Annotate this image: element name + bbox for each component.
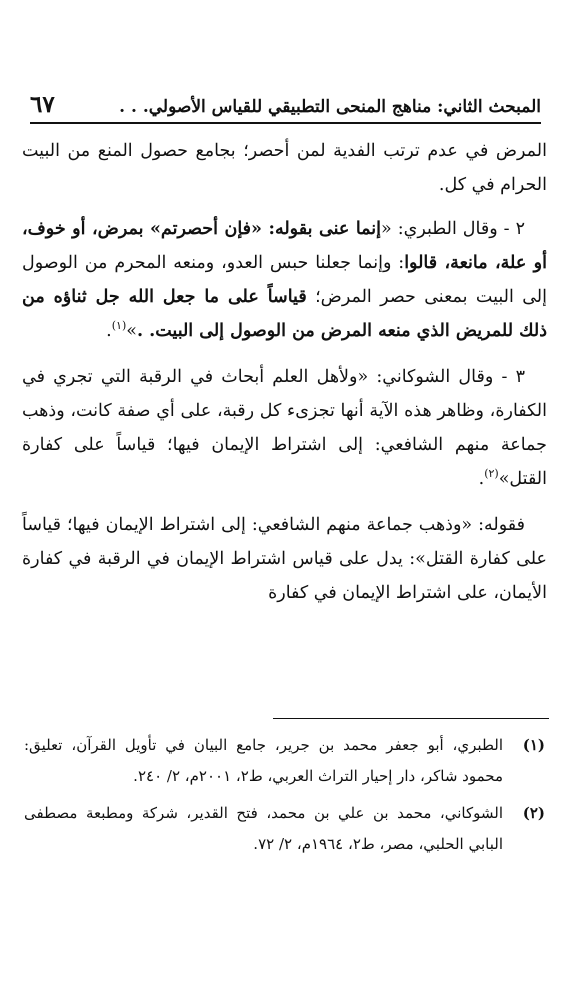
paragraph-2-prefix: ٢ - وقال الطبري: « [381,219,525,239]
footnote-1 [24,730,547,792]
paragraph-2-quote-bold-2: قياساً على ما جعل الله جل ثناؤه من ذلك للمريض الذي منعه المرض من الوصول إلى البيت. . [22,287,547,341]
paragraph-3-end: . [478,469,485,489]
paragraph-3 [22,360,547,496]
running-title: المبحث الثاني: مناهج المنحى التطبيقي للقياس الأصولي. . . [119,97,541,117]
page-header [30,86,541,124]
footnote-2 [24,798,547,860]
footnote-separator [273,718,549,719]
footnote-2-number: (٢) [522,804,545,822]
paragraph-2-end: . [106,321,112,341]
main-text [22,134,547,622]
footnotes [24,730,547,866]
paragraph-3-quote: ولأهل العلم أبحاث في الرقبة التي تجري في الكفارة، وظاهر هذه الآية أنها تجزىء كل رقبة، على أي صفة كانت، وذهب جماعة منهم الشافعي: إلى اشتراط الإيمان فيها؛ قياساً على كفارة القتل» [22,367,547,489]
paragraph-4: فقوله: «وذهب جماعة منهم الشافعي: إلى اشتراط الإيمان فيها؛ قياساً على كفارة القتل»: يدل على قياس اشتراط الإيمان في الرقبة في كفارة الأيمان، على اشتراط الإيمان في كفارة [22,515,547,603]
page-number: ٦٧ [30,91,55,118]
footnote-1-number: (١) [522,736,545,754]
paragraph-2-quote-mid: : وإنما جعلنا حبس العدو، ومنعه المحرم من الوصول إلى البيت بمعنى حصر المرض؛ [22,253,548,307]
paragraph-2 [22,212,547,348]
paragraph-2-quote-close: » [126,321,137,341]
footnote-ref-2[interactable]: (٢) [484,467,499,481]
paragraph-3-prefix: ٣ - وقال الشوكاني: « [357,367,525,387]
paragraph-2-quote-bold-1: إنما عنى بقوله: «فإن أحصرتم» بمرض، أو خوف، أو علة، مانعة، قالوا [22,219,547,273]
footnote-2-text: الشوكاني، محمد بن علي بن محمد، فتح القدير، شركة ومطبعة مصطفى البابي الحلبي، مصر، ط٢، ١٩٦٤م، ٢/ ٧٢. [24,804,503,853]
paragraph-1: المرض في عدم ترتب الفدية لمن أحصر؛ بجامع حصول المنع من البيت الحرام في كل. [22,141,547,195]
footnote-1-text: الطبري، أبو جعفر محمد بن جرير، جامع البيان في تأويل القرآن، تعليق: محمود شاكر، دار إحيار التراث العربي، ط٢، ٢٠٠١م، ٢/ ٢٤٠. [24,736,503,785]
footnote-ref-1[interactable]: (١) [111,319,127,333]
